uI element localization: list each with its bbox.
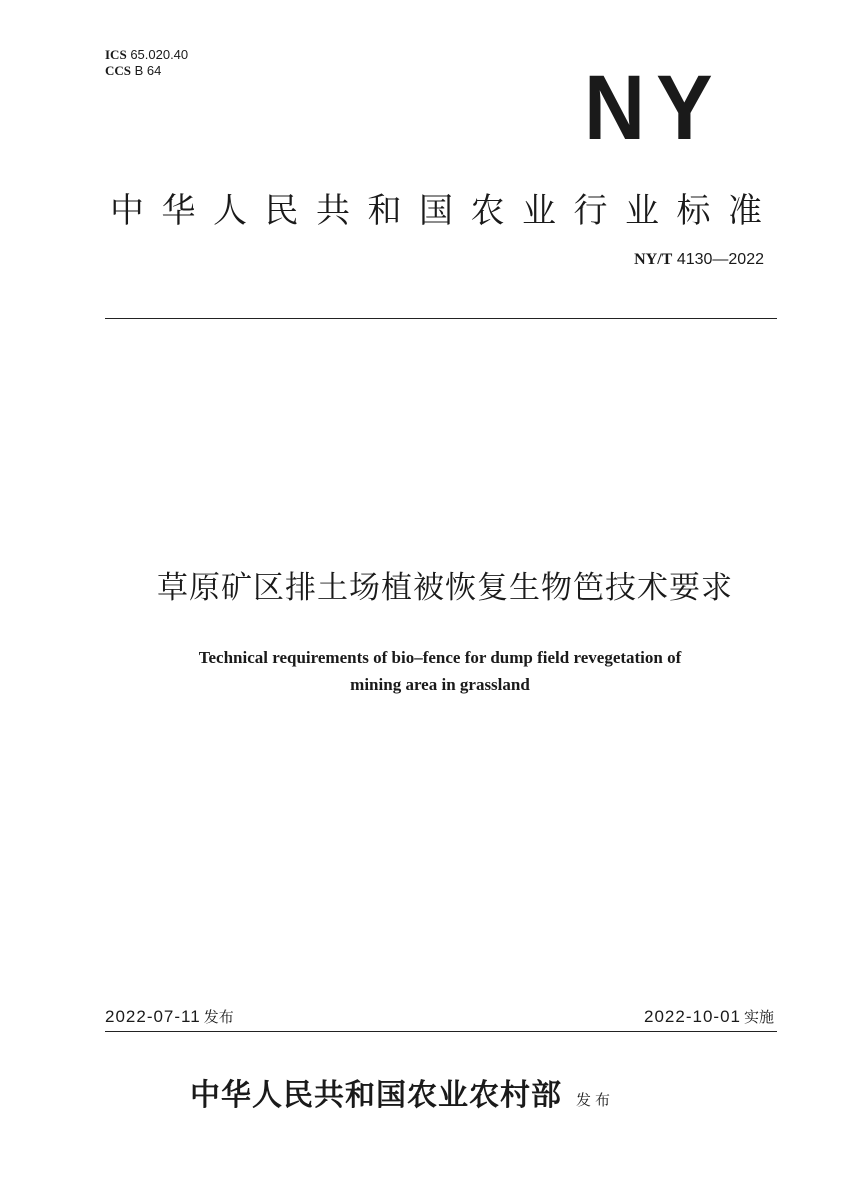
publisher-org: 中华人民共和国农业农村部 [190, 1078, 562, 1113]
ics-row [105, 47, 188, 63]
ccs-label: CCS [105, 63, 132, 78]
classification-block [105, 47, 188, 79]
document-title-en [0, 644, 850, 698]
implement-word: 实施 [743, 1008, 774, 1026]
publisher-word: 发布 [576, 1091, 615, 1109]
title-en-line-2: mining area in grassland [350, 675, 530, 694]
document-title-cn: 草原矿区排土场植被恢复生物笆技术要求 [157, 570, 733, 606]
issue-date: 2022-07-11 [105, 1007, 201, 1026]
ccs-row [105, 63, 188, 79]
ccs-value: B 64 [134, 63, 162, 78]
ics-value: 65.020.40 [130, 47, 189, 62]
bottom-divider [105, 1031, 777, 1032]
implement-date-block [644, 1006, 774, 1027]
standard-type-heading: 中华人民共和国农业行业标准 [110, 191, 770, 231]
issue-word: 发布 [203, 1008, 234, 1026]
standard-code [634, 251, 764, 269]
title-en-line-1: Technical requirements of bio–fence for dump field revegetation of [198, 648, 682, 667]
ics-label: ICS [105, 47, 127, 62]
publisher-block [190, 1070, 614, 1114]
issue-date-block [105, 1006, 234, 1027]
ny-logo: NY [584, 57, 724, 159]
implement-date: 2022-10-01 [644, 1007, 741, 1026]
standard-code-prefix: NY/T [634, 251, 673, 268]
standard-code-number: 4130—2022 [676, 251, 764, 268]
top-divider [105, 318, 777, 319]
